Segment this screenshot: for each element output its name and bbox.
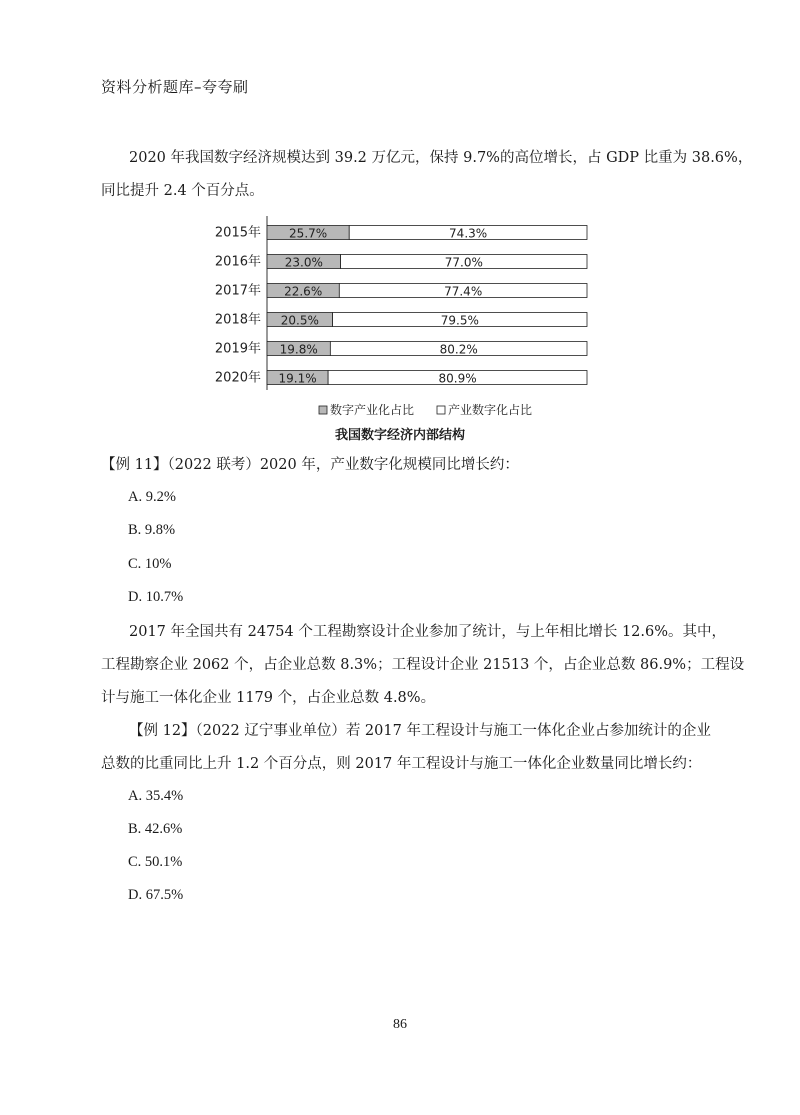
data-paragraph-2 xyxy=(101,616,745,715)
q12-option-a: A. 35.4% xyxy=(128,788,184,804)
para2-line-2: 工程勘察企业 2062 个，占企业总数 8.3%；工程设计企业 21513 个，占企业总数 86.9%；工程设 xyxy=(101,657,745,673)
question-12 xyxy=(101,715,711,781)
page-number: 86 xyxy=(393,1017,407,1032)
q11-option-b: B. 9.8% xyxy=(128,522,176,538)
q12-option-d: D. 67.5% xyxy=(128,887,184,903)
question-12-line-1: 【例 12】（2022 辽宁事业单位）若 2017 年工程设计与施工一体化企业占参加统计的企业 xyxy=(129,723,711,739)
data-label: 77.4% xyxy=(444,284,483,299)
y-tick-label: 2016年 xyxy=(214,254,261,270)
legend-label: 产业数字化占比 xyxy=(448,403,533,417)
q11-option-a: A. 9.2% xyxy=(128,489,176,505)
para2-line-3: 计与施工一体化企业 1179 个，占企业总数 4.8%。 xyxy=(101,690,436,706)
y-tick-label: 2018年 xyxy=(214,312,261,328)
data-label: 74.3% xyxy=(449,226,488,241)
data-label: 80.2% xyxy=(439,342,478,357)
q11-option-d: D. 10.7% xyxy=(128,589,184,605)
data-label: 79.5% xyxy=(440,313,479,328)
legend-swatch-industrial-digitalization xyxy=(437,406,445,414)
q11-option-c: C. 10% xyxy=(128,556,172,572)
data-label: 22.6% xyxy=(284,284,323,299)
data-label: 25.7% xyxy=(289,226,328,241)
y-tick-label: 2017年 xyxy=(214,283,261,299)
legend-label: 数字产业化占比 xyxy=(330,403,415,417)
intro-line-1: 2020 年我国数字经济规模达到 39.2 万亿元，保持 9.7%的高位增长，占 GDP 比重为 38.6%， xyxy=(129,150,753,166)
chart-title: 我国数字经济内部结构 xyxy=(334,428,465,443)
data-label: 20.5% xyxy=(280,313,319,328)
data-label: 77.0% xyxy=(444,255,483,270)
intro-paragraph xyxy=(101,142,753,208)
intro-line-2: 同比提升 2.4 个百分点。 xyxy=(101,183,264,199)
y-tick-label: 2019年 xyxy=(214,341,261,357)
data-label: 19.8% xyxy=(279,342,318,357)
data-label: 23.0% xyxy=(284,255,323,270)
data-label: 19.1% xyxy=(278,371,317,386)
legend-swatch-digital-industrialization xyxy=(319,406,327,414)
question-11-stem: 【例 11】（2022 联考）2020 年，产业数字化规模同比增长约： xyxy=(101,457,519,473)
q12-option-b: B. 42.6% xyxy=(128,821,183,837)
question-11 xyxy=(101,449,701,482)
y-tick-label: 2020年 xyxy=(214,370,261,386)
y-tick-label: 2015年 xyxy=(214,225,261,241)
page-header: 资料分析题库–夸夸刷 xyxy=(101,78,249,96)
q12-option-c: C. 50.1% xyxy=(128,854,183,870)
data-label: 80.9% xyxy=(438,371,477,386)
question-12-line-2: 总数的比重同比上升 1.2 个百分点，则 2017 年工程设计与施工一体化企业数量同比增长约： xyxy=(101,756,702,772)
stacked-bar-chart xyxy=(190,212,610,422)
para2-line-1: 2017 年全国共有 24754 个工程勘察设计企业参加了统计，与上年相比增长 12.6%。其中， xyxy=(129,624,727,640)
